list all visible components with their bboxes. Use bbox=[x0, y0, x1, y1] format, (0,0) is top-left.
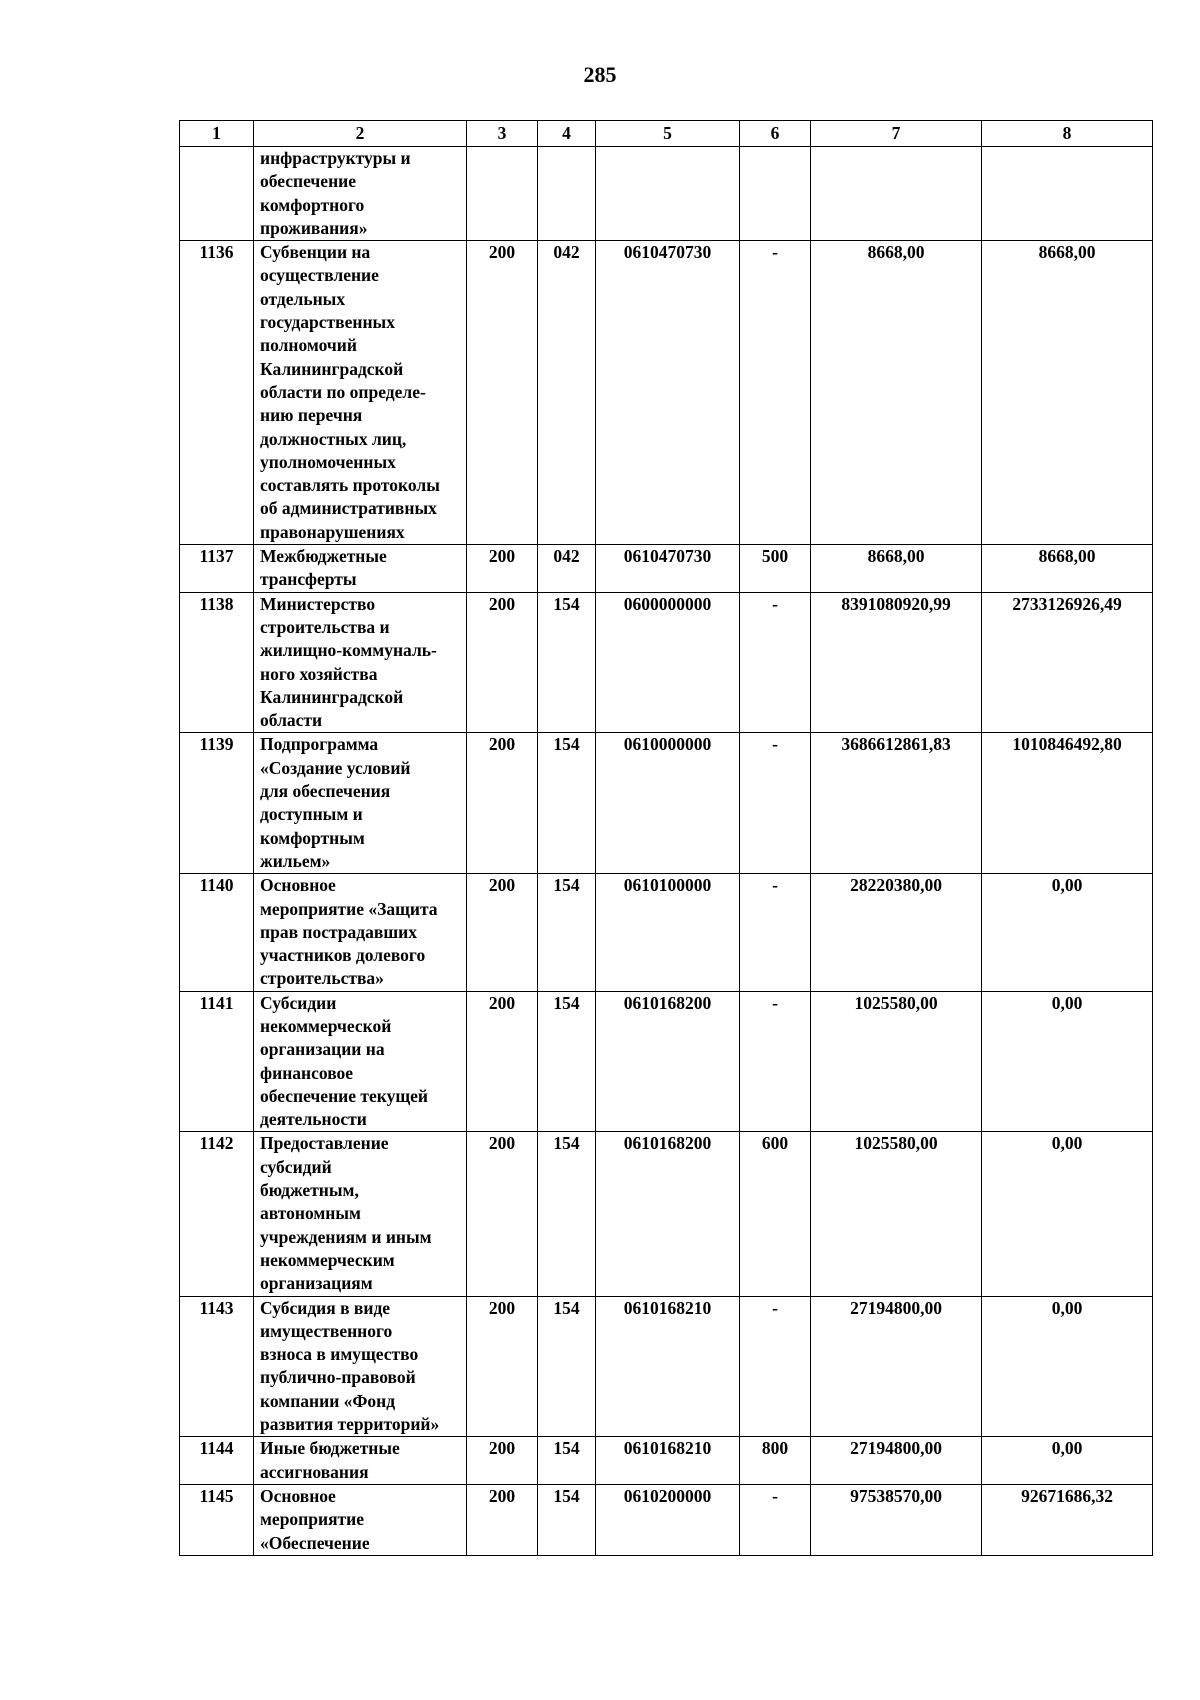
ministry-code-cell bbox=[467, 147, 538, 241]
table-row bbox=[180, 733, 1153, 874]
expense-type-code-cell: - bbox=[740, 241, 811, 545]
table-row bbox=[180, 991, 1153, 1132]
item-name-cell: Субсидия в виде имущественного взноса в имущество публично-правовой компании «Фонд развития территорий» bbox=[254, 1296, 467, 1437]
amount-cell: 1025580,00 bbox=[811, 1132, 982, 1296]
target-item-code-cell bbox=[596, 147, 740, 241]
amount-cell: 8668,00 bbox=[982, 545, 1153, 593]
section-code-cell bbox=[538, 147, 596, 241]
amount-cell: 92671686,32 bbox=[982, 1484, 1153, 1555]
row-number-cell: 1140 bbox=[180, 874, 254, 991]
amount-cell: 0,00 bbox=[982, 1132, 1153, 1296]
expense-type-code-cell: - bbox=[740, 592, 811, 733]
expense-type-code-cell: 600 bbox=[740, 1132, 811, 1296]
target-item-code-cell: 0610168210 bbox=[596, 1296, 740, 1437]
row-number-cell: 1137 bbox=[180, 545, 254, 593]
expense-type-code-cell: 500 bbox=[740, 545, 811, 593]
expense-type-code-cell: - bbox=[740, 733, 811, 874]
ministry-code-cell: 200 bbox=[467, 1437, 538, 1485]
amount-cell: 28220380,00 bbox=[811, 874, 982, 991]
item-name-cell: Основное мероприятие «Обеспечение bbox=[254, 1484, 467, 1555]
column-header: 3 bbox=[467, 121, 538, 147]
target-item-code-cell: 0610470730 bbox=[596, 241, 740, 545]
amount-cell: 0,00 bbox=[982, 874, 1153, 991]
item-name-cell: Субвенции на осуществление отдельных государственных полномочий Калининградской области по определе- нию перечня должностных лиц, уполномоченных составлять протоколы об административных правонарушениях bbox=[254, 241, 467, 545]
item-name-cell: Основное мероприятие «Защита прав пострадавших участников долевого строительства» bbox=[254, 874, 467, 991]
target-item-code-cell: 0610000000 bbox=[596, 733, 740, 874]
table-body bbox=[180, 147, 1153, 1556]
amount-cell: 2733126926,49 bbox=[982, 592, 1153, 733]
ministry-code-cell: 200 bbox=[467, 733, 538, 874]
section-code-cell: 042 bbox=[538, 545, 596, 593]
section-code-cell: 154 bbox=[538, 592, 596, 733]
target-item-code-cell: 0610168210 bbox=[596, 1437, 740, 1485]
target-item-code-cell: 0610100000 bbox=[596, 874, 740, 991]
expense-type-code-cell bbox=[740, 147, 811, 241]
section-code-cell: 042 bbox=[538, 241, 596, 545]
amount-cell: 8668,00 bbox=[811, 545, 982, 593]
target-item-code-cell: 0610168200 bbox=[596, 991, 740, 1132]
table-row bbox=[180, 874, 1153, 991]
target-item-code-cell: 0610200000 bbox=[596, 1484, 740, 1555]
amount-cell: 1025580,00 bbox=[811, 991, 982, 1132]
ministry-code-cell: 200 bbox=[467, 1296, 538, 1437]
table-row bbox=[180, 1296, 1153, 1437]
item-name-cell: Иные бюджетные ассигнования bbox=[254, 1437, 467, 1485]
ministry-code-cell: 200 bbox=[467, 874, 538, 991]
row-number-cell: 1143 bbox=[180, 1296, 254, 1437]
column-header: 1 bbox=[180, 121, 254, 147]
row-number-cell: 1142 bbox=[180, 1132, 254, 1296]
ministry-code-cell: 200 bbox=[467, 1132, 538, 1296]
ministry-code-cell: 200 bbox=[467, 592, 538, 733]
section-code-cell: 154 bbox=[538, 1132, 596, 1296]
column-header: 2 bbox=[254, 121, 467, 147]
budget-table bbox=[179, 120, 1153, 1556]
row-number-cell: 1144 bbox=[180, 1437, 254, 1485]
amount-cell: 8668,00 bbox=[982, 241, 1153, 545]
item-name-cell: Министерство строительства и жилищно-коммуналь- ного хозяйства Калининградской области bbox=[254, 592, 467, 733]
expense-type-code-cell: - bbox=[740, 991, 811, 1132]
row-number-cell: 1141 bbox=[180, 991, 254, 1132]
section-code-cell: 154 bbox=[538, 1296, 596, 1437]
amount-cell: 97538570,00 bbox=[811, 1484, 982, 1555]
section-code-cell: 154 bbox=[538, 991, 596, 1132]
row-number-cell: 1145 bbox=[180, 1484, 254, 1555]
section-code-cell: 154 bbox=[538, 1437, 596, 1485]
amount-cell: 0,00 bbox=[982, 991, 1153, 1132]
section-code-cell: 154 bbox=[538, 874, 596, 991]
item-name-cell: инфраструктуры и обеспечение комфортного проживания» bbox=[254, 147, 467, 241]
amount-cell: 0,00 bbox=[982, 1296, 1153, 1437]
table-row bbox=[180, 1132, 1153, 1296]
section-code-cell: 154 bbox=[538, 733, 596, 874]
ministry-code-cell: 200 bbox=[467, 991, 538, 1132]
amount-cell: 27194800,00 bbox=[811, 1296, 982, 1437]
column-number-header-row bbox=[180, 121, 1153, 147]
table-row bbox=[180, 241, 1153, 545]
column-header: 8 bbox=[982, 121, 1153, 147]
item-name-cell: Предоставление субсидий бюджетным, автономным учреждениям и иным некоммерческим организациям bbox=[254, 1132, 467, 1296]
expense-type-code-cell: - bbox=[740, 1296, 811, 1437]
amount-cell: 1010846492,80 bbox=[982, 733, 1153, 874]
amount-cell bbox=[982, 147, 1153, 241]
amount-cell: 0,00 bbox=[982, 1437, 1153, 1485]
amount-cell: 27194800,00 bbox=[811, 1437, 982, 1485]
item-name-cell: Субсидии некоммерческой организации на финансовое обеспечение текущей деятельности bbox=[254, 991, 467, 1132]
page-number: 285 bbox=[583, 62, 617, 87]
expense-type-code-cell: - bbox=[740, 1484, 811, 1555]
amount-cell: 8668,00 bbox=[811, 241, 982, 545]
amount-cell: 3686612861,83 bbox=[811, 733, 982, 874]
section-code-cell: 154 bbox=[538, 1484, 596, 1555]
expense-type-code-cell: 800 bbox=[740, 1437, 811, 1485]
table-row bbox=[180, 1484, 1153, 1555]
item-name-cell: Подпрограмма «Создание условий для обеспечения доступным и комфортным жильем» bbox=[254, 733, 467, 874]
expense-type-code-cell: - bbox=[740, 874, 811, 991]
table-row bbox=[180, 147, 1153, 241]
ministry-code-cell: 200 bbox=[467, 545, 538, 593]
table-row bbox=[180, 545, 1153, 593]
ministry-code-cell: 200 bbox=[467, 1484, 538, 1555]
target-item-code-cell: 0610168200 bbox=[596, 1132, 740, 1296]
item-name-cell: Межбюджетные трансферты bbox=[254, 545, 467, 593]
amount-cell bbox=[811, 147, 982, 241]
column-header: 5 bbox=[596, 121, 740, 147]
column-header: 4 bbox=[538, 121, 596, 147]
row-number-cell: 1138 bbox=[180, 592, 254, 733]
row-number-cell bbox=[180, 147, 254, 241]
amount-cell: 8391080920,99 bbox=[811, 592, 982, 733]
column-header: 7 bbox=[811, 121, 982, 147]
target-item-code-cell: 0610470730 bbox=[596, 545, 740, 593]
row-number-cell: 1139 bbox=[180, 733, 254, 874]
table-row bbox=[180, 592, 1153, 733]
ministry-code-cell: 200 bbox=[467, 241, 538, 545]
column-header: 6 bbox=[740, 121, 811, 147]
row-number-cell: 1136 bbox=[180, 241, 254, 545]
table-row bbox=[180, 1437, 1153, 1485]
target-item-code-cell: 0600000000 bbox=[596, 592, 740, 733]
